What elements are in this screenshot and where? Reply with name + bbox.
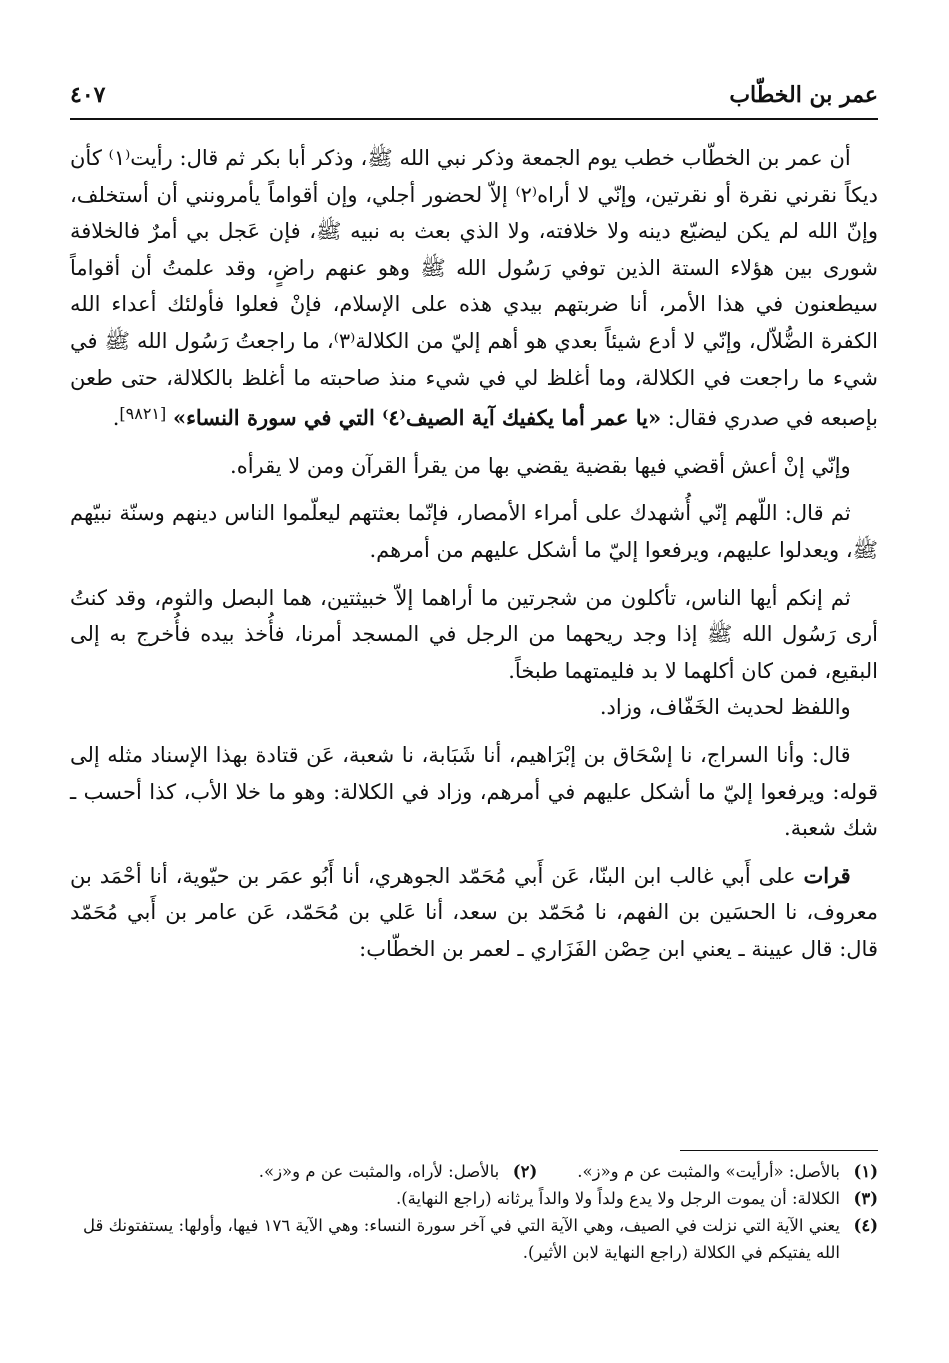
footnote-3-number: (٣) [853, 1189, 878, 1208]
hadith-number: [٩٨٢١] [119, 404, 167, 424]
paragraph-isnad-sarraj: قال: وأنا السراج، نا إسْحَاق بن إبْرَاهيم، أنا شَبَابة، نا شعبة، عَن قتادة بهذا الإسناد مثله إلى قوله: ويرفعوا إليّ ما أشكل عليهم في أمرهم، وزاد في الكلالة: وهو ما خلا الأب، كذا أحسب ـ شك شعبة. [70, 742, 878, 841]
prophet-quote: «يا عمر أما يكفيك آية الصيف⁽٤⁾ التي في سورة النساء» [172, 405, 662, 431]
paragraph-isnad-reading [70, 858, 878, 968]
footnote-4-number: (٤) [853, 1216, 878, 1235]
footnote-2 [259, 1158, 538, 1185]
paragraph-wording-note: واللفظ لحديث الخَفّاف، وزاد. [599, 695, 851, 720]
footnote-2-number: (٢) [512, 1162, 538, 1181]
running-title: عمر بن الخطّاب [729, 82, 878, 108]
footnotes [70, 1158, 878, 1266]
footnote-separator [680, 1150, 878, 1151]
page-header [70, 82, 878, 120]
footnote-2-text: بالأصل: لأراه، والمثبت عن م و«ز». [258, 1162, 500, 1181]
footnote-4-text: يعني الآية التي نزلت في الصيف، وهي الآية التي في آخر سورة النساء: وهي الآية ١٧٦ فيها، وأولها: يستفتونك قل الله يفتيكم في الكلالة (راجع النهاية لابن الأثير). [83, 1216, 840, 1262]
paragraph-two-trees: ثم إنكم أيها الناس، تأكلون من شجرتين ما أراهما إلاّ خبيثتين، هما البصل والثوم، وقد كنتُ أرى رَسُول الله ﷺ إذا وجد ريحهما من الرجل في المسجد أمرنا، فأُخذ بيده فأُخرج به إلى البقيع، فمن كان أكلهما لا بد فليمتهما طبخاً. [70, 585, 878, 683]
footnote-1 [577, 1158, 878, 1185]
footnote-1-text: بالأصل: «أرأيت» والمثبت عن م و«ز». [577, 1162, 840, 1181]
footnote-1-number: (١) [853, 1162, 878, 1181]
isnad-text: على أَبي غالب ابن البنّا، عَن أَبي مُحَمّد الجوهري، أنا أَبُو عمَر بن حيّوية، أنا أحْمَد بن معروف، نا الحسَين بن الفهم، نا مُحَمّد بن سعد، أنا عَلي بن مُحَمّد، عَن عامر بن أَبي مُحَمّد قال: قال عيينة ـ يعني ابن حِصْن الفَزَاري ـ لعمر بن الخطّاب: [70, 863, 878, 961]
paragraph-prayer: ثم قال: اللّهم إنّي أُشهدك على أمراء الأمصار، فإنّما بعثتهم ليعلّموا الناس دينهم وسنّة نبيّهم ﷺ، ويعدلوا عليهم، ويرفعوا إليّ ما أشكل عليهم من أمرهم. [70, 501, 878, 562]
paragraph-sermon-text: أن عمر بن الخطّاب خطب يوم الجمعة وذكر نبي الله ﷺ، وذكر أبا بكر ثم قال: رأيت⁽١⁾ كأن ديكاً نقرني نقرة أو نقرتين، وإنّي لا أراه⁽٢⁾ إلاّ لحضور أجلي، وإن أقواماً يأمرونني أن أستخلف، وإنّ الله لم يكن ليضيّع دينه ولا خلافته، ولا الذي بعث به نبيه ﷺ، فإن عَجل بي أمرٌ فالخلافة شورى بين هؤلاء الستة الذين توفي رَسُول الله ﷺ وهو عنهم راضٍ، وقد علمتُ أن أقواماً سيطعنون في هذا الأمر، أنا ضربتهم بيدي هذه على الإسلام، فإنْ فعلوا فأولئك أعداء الله الكفرة الضُّلاّل، وإنّي لا أدع شيئاً بعدي هو أهم إليّ من الكلالة⁽٣⁾، ما راجعتُ رَسُول الله ﷺ في شيء ما راجعت في الكلالة، وما أغلظ لي في شيء منذ صاحبته ما أغلظ بالكلالة، حتى طعن بإصبعه في صدري فقال: [70, 146, 878, 431]
paragraph-judgement: وإنّي إنْ أعش أقضي فيها بقضية يقضي بها من يقرأ القرآن ومن لا يقرأه. [230, 453, 851, 478]
footnote-3-text: الكلالة: أن يموت الرجل ولا يدع ولداً ولا والداً يرثانه (راجع النهاية). [396, 1189, 840, 1208]
footnote-4 [70, 1212, 878, 1266]
main-text [70, 140, 878, 967]
footnote-row-1-2 [70, 1158, 878, 1185]
page-number: ٤٠٧ [70, 82, 106, 108]
paragraph-sermon: أن عمر بن الخطّاب خطب يوم الجمعة وذكر نبي الله ﷺ، وذكر أبا بكر ثم قال: رأيت⁽١⁾ كأن ديكاً نقرني نقرة أو نقرتين، وإنّي لا أراه⁽٢⁾ إلاّ لحضور أجلي، وإن أقواماً يأمرونني أن أستخلف، وإنّ الله لم يكن ليضيّع دينه ولا خلافته، ولا الذي بعث به نبيه ﷺ، فإن عَجل بي أمرٌ فالخلافة شورى بين هؤلاء الستة الذين توفي رَسُول الله ﷺ وهو عنهم راضٍ، وقد علمتُ أن أقواماً سيطعنون في هذا الأمر، أنا ضربتهم بيدي هذه على الإسلام، فإنْ فعلوا فأولئك أعداء الله الكفرة الضُّلاّل، وإنّي لا أدع شيئاً بعدي هو أهم إليّ من الكلالة⁽٣⁾، ما راجعتُ رَسُول الله ﷺ في شيء ما راجعت في الكلالة، وما أغلظ لي في شيء منذ صاحبته ما أغلظ بالكلالة، حتى طعن بإصبعه في صدري فقال: «يا عمر أما يكفيك آية الصيف⁽٤⁾ التي في سورة النساء» [٩٨٢١]. [70, 146, 878, 431]
reading-lead-word: قرات [803, 862, 851, 888]
footnote-3 [70, 1185, 878, 1212]
